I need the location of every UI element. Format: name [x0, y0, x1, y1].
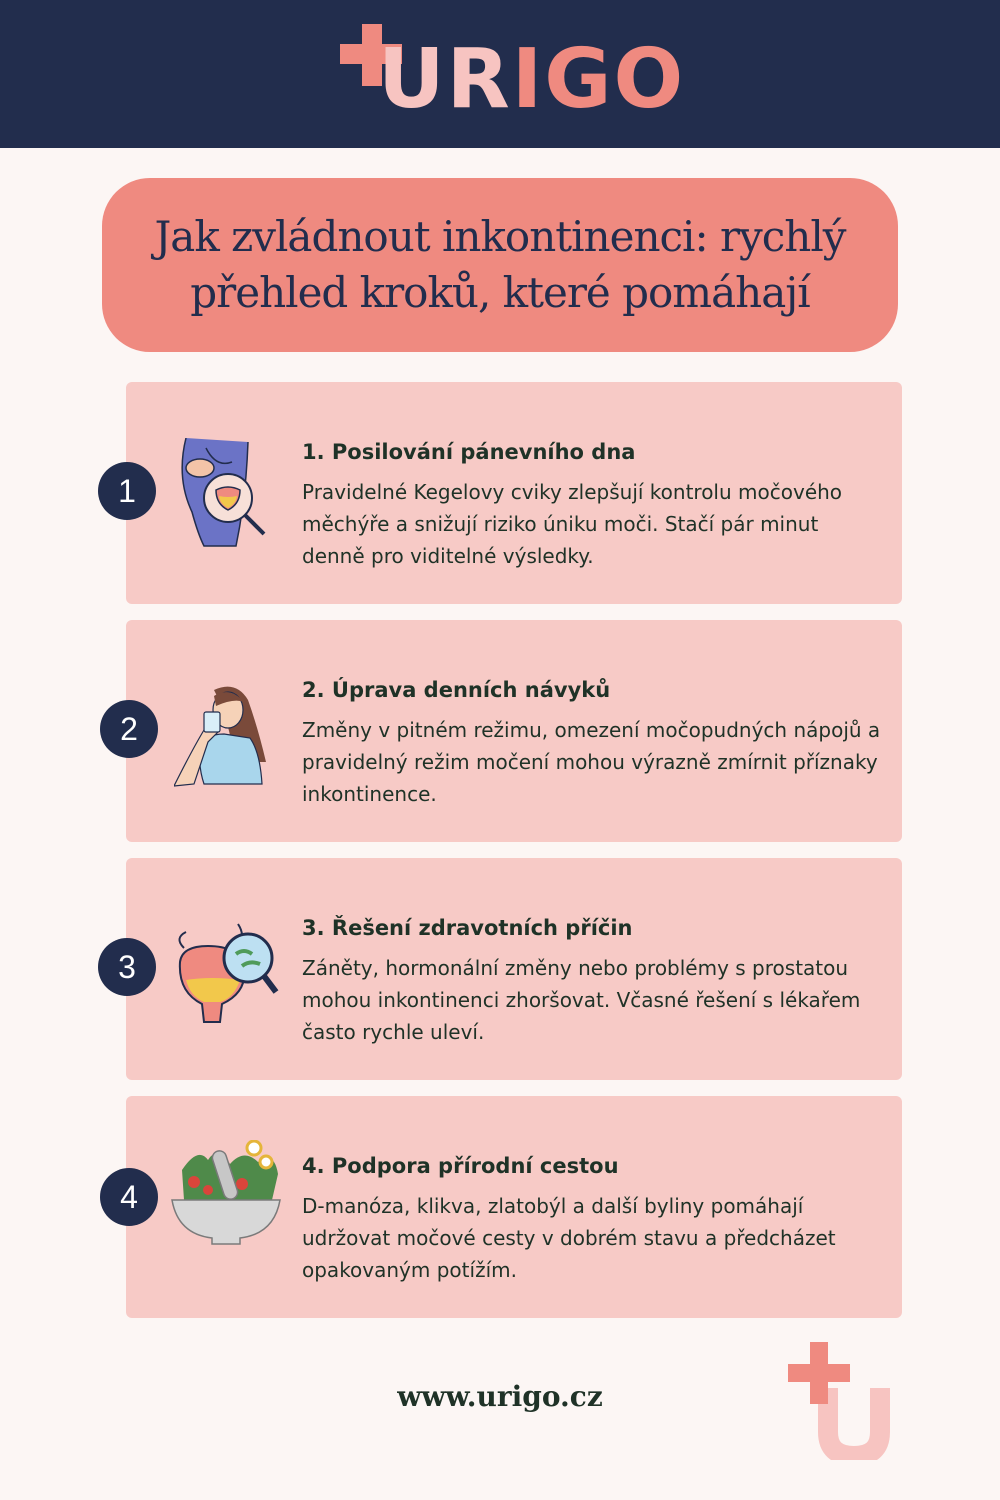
step-number-badge: 2	[100, 700, 158, 758]
step-text: Pravidelné Kegelovy cviky zlepšují kontrolu močového měchýře a snižují riziko úniku moči. Stačí pár minut denně pro viditelné výsledky.	[302, 480, 843, 568]
logo-wordmark: URIGO	[378, 32, 686, 127]
woman-drinking-icon	[174, 680, 274, 788]
bladder-bacteria-icon	[168, 918, 280, 1034]
step-number-badge: 4	[100, 1168, 158, 1226]
step-title: 4. Podpora přírodní cestou	[302, 1154, 619, 1178]
step-card-3	[118, 858, 902, 1080]
urigo-mark-icon	[784, 1340, 900, 1460]
herbs-mortar-icon	[168, 1140, 284, 1248]
step-title: 3. Řešení zdravotních příčin	[302, 916, 633, 940]
step-card-4	[120, 1096, 902, 1318]
step-card-1	[118, 382, 902, 604]
website-link[interactable]: www.urigo.cz	[397, 1380, 603, 1413]
step-number-badge: 3	[98, 938, 156, 996]
step-card-2	[120, 620, 902, 842]
urigo-logo[interactable]	[338, 22, 686, 127]
step-title: 1. Posilování pánevního dna	[302, 440, 636, 464]
title-banner	[102, 178, 898, 352]
pelvic-bladder-icon	[176, 438, 276, 548]
step-text: Změny v pitném režimu, omezení močopudných nápojů a pravidelný režim močení mohou výrazně zmírnit příznaky inkontinence.	[302, 718, 881, 806]
step-text: Záněty, hormonální změny nebo problémy s prostatou mohou inkontinenci zhoršovat. Včasné řešení s lékařem často rychle uleví.	[302, 956, 861, 1044]
step-number-badge: 1	[98, 462, 156, 520]
header-bar	[0, 0, 1000, 148]
page-title: Jak zvládnout inkontinenci: rychlý přehled kroků, které pomáhají	[154, 212, 846, 317]
step-text: D-manóza, klikva, zlatobýl a další byliny pomáhají udržovat močové cesty v dobrém stavu a předcházet opakovaným potížím.	[302, 1194, 836, 1282]
step-title: 2. Úprava denních návyků	[302, 678, 611, 702]
